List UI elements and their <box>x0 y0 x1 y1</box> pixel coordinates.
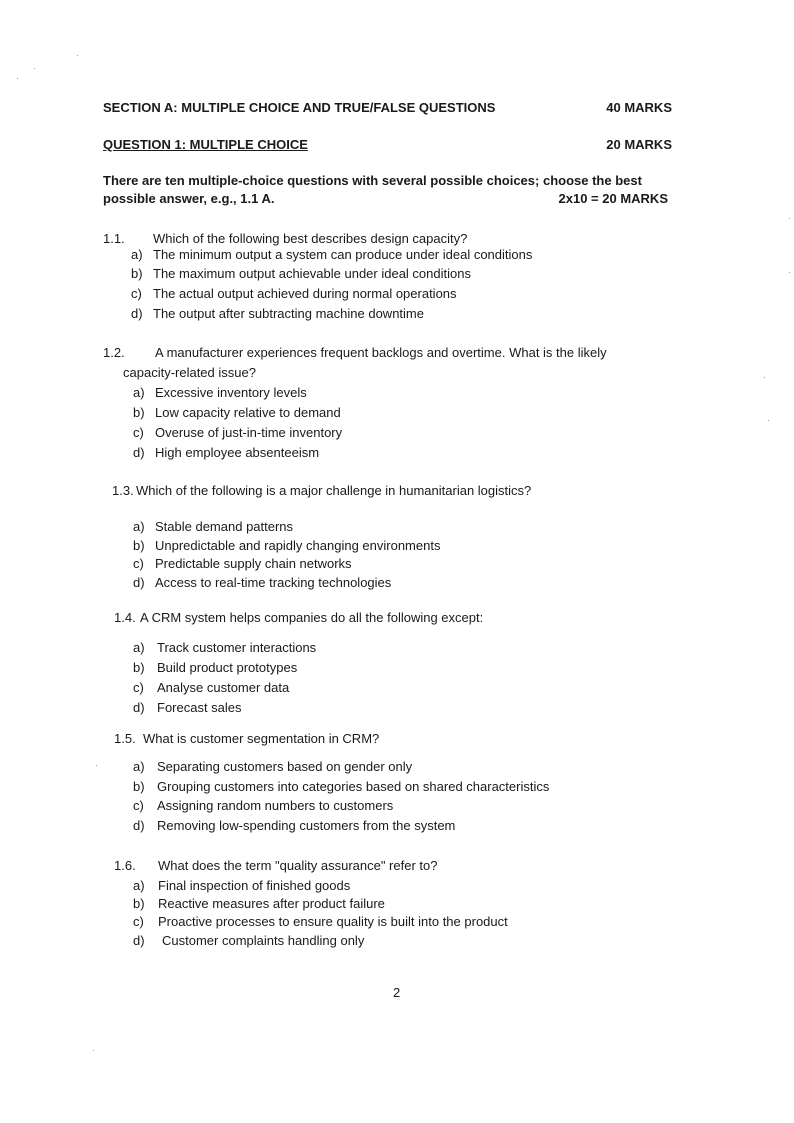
option-letter: a) <box>133 385 145 400</box>
question-number: 1.2. <box>103 345 125 360</box>
option-text: Predictable supply chain networks <box>155 556 352 571</box>
option-text: Stable demand patterns <box>155 519 294 534</box>
question-number: 1.3. <box>112 483 134 498</box>
option-letter: d) <box>133 933 145 948</box>
option-letter: b) <box>133 779 145 794</box>
option-letter: d) <box>133 445 145 460</box>
option-text: Customer complaints handling only <box>162 933 365 948</box>
question-text: Which of the following best describes design capacity? <box>153 231 468 246</box>
option-text: Analyse customer data <box>157 680 290 695</box>
option-letter: d) <box>133 700 145 715</box>
option-text: Low capacity relative to demand <box>155 405 341 420</box>
option-letter: a) <box>131 247 143 262</box>
option-letter: a) <box>133 878 145 893</box>
option-text: Unpredictable and rapidly changing environments <box>155 538 441 553</box>
option-letter: c) <box>131 286 142 301</box>
option-text: Reactive measures after product failure <box>158 896 385 911</box>
option-text: Separating customers based on gender only <box>157 759 413 774</box>
option-text: Final inspection of finished goods <box>158 878 351 893</box>
option-text: Grouping customers into categories based on shared characteristics <box>157 779 550 794</box>
page-number: 2 <box>393 985 401 1000</box>
question-text: What does the term "quality assurance" refer to? <box>158 858 438 873</box>
option-text: Assigning random numbers to customers <box>157 798 394 813</box>
option-letter: a) <box>133 759 145 774</box>
option-text: Forecast sales <box>157 700 242 715</box>
question-text-continued: capacity-related issue? <box>123 365 256 380</box>
option-letter: c) <box>133 556 144 571</box>
option-letter: b) <box>133 896 145 911</box>
option-letter: c) <box>133 914 144 929</box>
option-letter: d) <box>133 575 145 590</box>
option-letter: d) <box>133 818 145 833</box>
option-text: Access to real-time tracking technologies <box>155 575 392 590</box>
option-letter: c) <box>133 425 144 440</box>
option-letter: c) <box>133 798 144 813</box>
option-letter: b) <box>133 538 145 553</box>
option-letter: b) <box>133 405 145 420</box>
question-number: 1.5. <box>114 731 136 746</box>
option-letter: c) <box>133 680 144 695</box>
option-text: The output after subtracting machine downtime <box>153 306 424 321</box>
option-letter: a) <box>133 640 145 655</box>
question-number: 1.6. <box>114 858 136 873</box>
instructions-line-2: possible answer, e.g., 1.1 A. <box>103 191 275 206</box>
question-text: A CRM system helps companies do all the following except: <box>140 610 484 625</box>
instructions-line-1: There are ten multiple-choice questions with several possible choices; choose the best <box>103 173 642 188</box>
question-text: A manufacturer experiences frequent backlogs and overtime. What is the likely <box>155 345 607 360</box>
question-marks: 20 MARKS <box>606 137 672 152</box>
question-number: 1.1. <box>103 231 125 246</box>
option-text: Overuse of just-in-time inventory <box>155 425 343 440</box>
option-text: The minimum output a system can produce under ideal conditions <box>153 247 533 262</box>
option-text: Proactive processes to ensure quality is built into the product <box>158 914 508 929</box>
option-text: Build product prototypes <box>157 660 298 675</box>
option-letter: a) <box>133 519 145 534</box>
option-letter: d) <box>131 306 143 321</box>
question-title: QUESTION 1: MULTIPLE CHOICE <box>103 137 308 152</box>
option-text: High employee absenteeism <box>155 445 320 460</box>
section-title: SECTION A: MULTIPLE CHOICE AND TRUE/FALSE QUESTIONS <box>103 100 496 115</box>
option-text: The actual output achieved during normal operations <box>153 286 457 301</box>
option-text: The maximum output achievable under ideal conditions <box>153 266 471 281</box>
question-text: What is customer segmentation in CRM? <box>143 731 380 746</box>
option-letter: b) <box>133 660 145 675</box>
option-text: Excessive inventory levels <box>155 385 307 400</box>
question-text: Which of the following is a major challenge in humanitarian logistics? <box>136 483 532 498</box>
option-letter: b) <box>131 266 143 281</box>
option-text: Removing low-spending customers from the system <box>157 818 456 833</box>
section-marks: 40 MARKS <box>606 100 672 115</box>
instructions-marks: 2x10 = 20 MARKS <box>558 191 668 206</box>
question-number: 1.4. <box>114 610 136 625</box>
option-text: Track customer interactions <box>157 640 317 655</box>
